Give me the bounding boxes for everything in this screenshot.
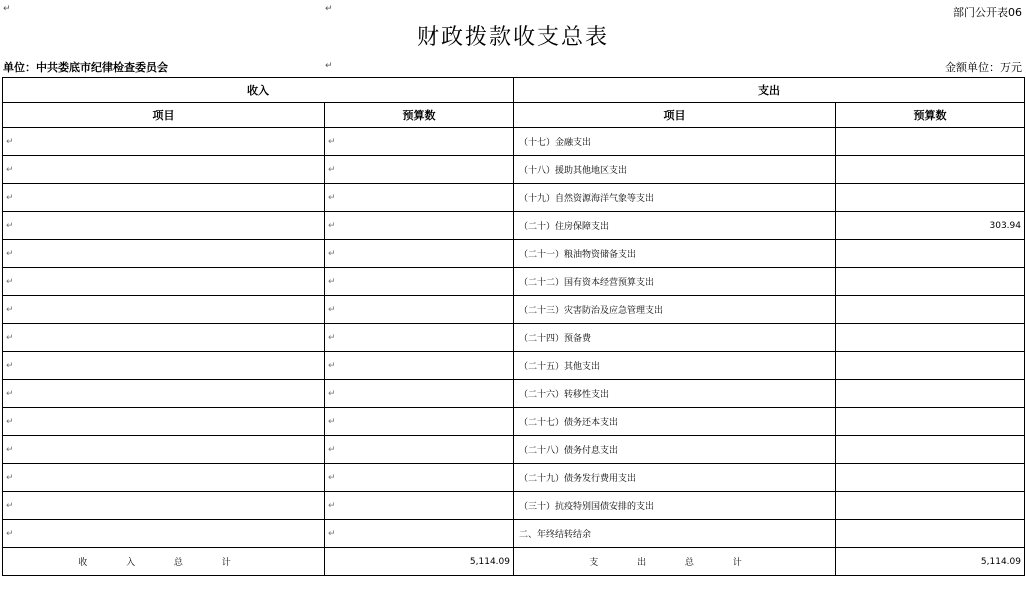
expense-item-cell: （二十四）预备费 [514, 324, 836, 352]
expense-item-cell: （二十七）债务还本支出 [514, 408, 836, 436]
amount-unit-label: 金额单位：万元 [945, 61, 1022, 74]
income-budget-cell: ↵ [325, 492, 514, 520]
paragraph-mark: ↵ [3, 4, 11, 14]
income-item-cell: ↵ [3, 156, 325, 184]
income-item-cell: ↵ [3, 212, 325, 240]
expense-item-cell: 二、年终结转结余 [514, 520, 836, 548]
income-budget-cell: ↵ [325, 520, 514, 548]
income-total-value: 5,114.09 [325, 548, 514, 576]
expense-item-cell: （二十三）灾害防治及应急管理支出 [514, 296, 836, 324]
table-row [3, 324, 1025, 352]
income-budget-cell: ↵ [325, 156, 514, 184]
expense-budget-cell [836, 268, 1025, 296]
income-item-cell: ↵ [3, 492, 325, 520]
expense-budget-cell [836, 520, 1025, 548]
income-item-cell: ↵ [3, 296, 325, 324]
income-budget-cell: ↵ [325, 408, 514, 436]
income-item-cell: ↵ [3, 268, 325, 296]
income-item-cell: ↵ [3, 128, 325, 156]
income-item-cell: ↵ [3, 464, 325, 492]
table-row [3, 212, 1025, 240]
expense-budget-cell: 303.94 [836, 212, 1025, 240]
table-row [3, 380, 1025, 408]
income-budget-cell: ↵ [325, 212, 514, 240]
table-row [3, 352, 1025, 380]
income-item-cell: ↵ [3, 352, 325, 380]
income-header: 收入 [3, 78, 514, 103]
paragraph-mark: ↵ [325, 61, 333, 71]
expense-item-cell: （二十二）国有资本经营预算支出 [514, 268, 836, 296]
expense-budget-cell [836, 128, 1025, 156]
income-item-cell: ↵ [3, 184, 325, 212]
table-row [3, 408, 1025, 436]
expense-budget-cell [836, 380, 1025, 408]
table-row [3, 520, 1025, 548]
table-row [3, 492, 1025, 520]
totals-row [3, 548, 1025, 576]
income-budget-header: 预算数 [325, 103, 514, 128]
income-item-header: 项目 [3, 103, 325, 128]
income-budget-cell: ↵ [325, 324, 514, 352]
column-header-row [3, 103, 1025, 128]
income-budget-cell: ↵ [325, 380, 514, 408]
table-row [3, 436, 1025, 464]
expense-budget-cell [836, 240, 1025, 268]
expense-budget-cell [836, 296, 1025, 324]
expense-item-cell: （二十六）转移性支出 [514, 380, 836, 408]
expense-item-cell: （十九）自然资源海洋气象等支出 [514, 184, 836, 212]
income-budget-cell: ↵ [325, 352, 514, 380]
page-title: 财政拨款收支总表 [416, 25, 609, 50]
expense-budget-header: 预算数 [836, 103, 1025, 128]
income-budget-cell: ↵ [325, 296, 514, 324]
expense-budget-cell [836, 184, 1025, 212]
table-row [3, 296, 1025, 324]
income-budget-cell: ↵ [325, 128, 514, 156]
income-item-cell: ↵ [3, 324, 325, 352]
income-item-cell: ↵ [3, 408, 325, 436]
income-item-cell: ↵ [3, 380, 325, 408]
expense-total-label: 支 出 总 计 [514, 548, 836, 576]
expense-total-value: 5,114.09 [836, 548, 1025, 576]
budget-table [2, 77, 1025, 576]
expense-budget-cell [836, 156, 1025, 184]
expense-budget-cell [836, 408, 1025, 436]
income-budget-cell: ↵ [325, 464, 514, 492]
table-code: 部门公开表06 [953, 6, 1022, 19]
table-row [3, 240, 1025, 268]
expense-budget-cell [836, 352, 1025, 380]
table-row [3, 184, 1025, 212]
expense-budget-cell [836, 492, 1025, 520]
expense-item-cell: （二十）住房保障支出 [514, 212, 836, 240]
expense-header: 支出 [514, 78, 1025, 103]
table-row [3, 128, 1025, 156]
income-total-label: 收 入 总 计 [3, 548, 325, 576]
income-budget-cell: ↵ [325, 240, 514, 268]
income-budget-cell: ↵ [325, 268, 514, 296]
table-row [3, 268, 1025, 296]
expense-item-cell: （三十）抗疫特别国债安排的支出 [514, 492, 836, 520]
expense-item-cell: （二十八）债务付息支出 [514, 436, 836, 464]
income-item-cell: ↵ [3, 240, 325, 268]
expense-item-cell: （二十九）债务发行费用支出 [514, 464, 836, 492]
expense-item-cell: （二十一）粮油物资储备支出 [514, 240, 836, 268]
paragraph-mark: ↵ [325, 4, 333, 14]
expense-item-cell: （十八）援助其他地区支出 [514, 156, 836, 184]
expense-item-cell: （十七）金融支出 [514, 128, 836, 156]
income-item-cell: ↵ [3, 436, 325, 464]
table-row [3, 156, 1025, 184]
unit-label: 单位：中共娄底市纪律检查委员会 [3, 61, 168, 74]
section-header-row [3, 78, 1025, 103]
expense-budget-cell [836, 464, 1025, 492]
expense-item-cell: （二十五）其他支出 [514, 352, 836, 380]
income-budget-cell: ↵ [325, 436, 514, 464]
expense-budget-cell [836, 436, 1025, 464]
expense-budget-cell [836, 324, 1025, 352]
income-budget-cell: ↵ [325, 184, 514, 212]
expense-item-header: 项目 [514, 103, 836, 128]
table-row [3, 464, 1025, 492]
income-item-cell: ↵ [3, 520, 325, 548]
